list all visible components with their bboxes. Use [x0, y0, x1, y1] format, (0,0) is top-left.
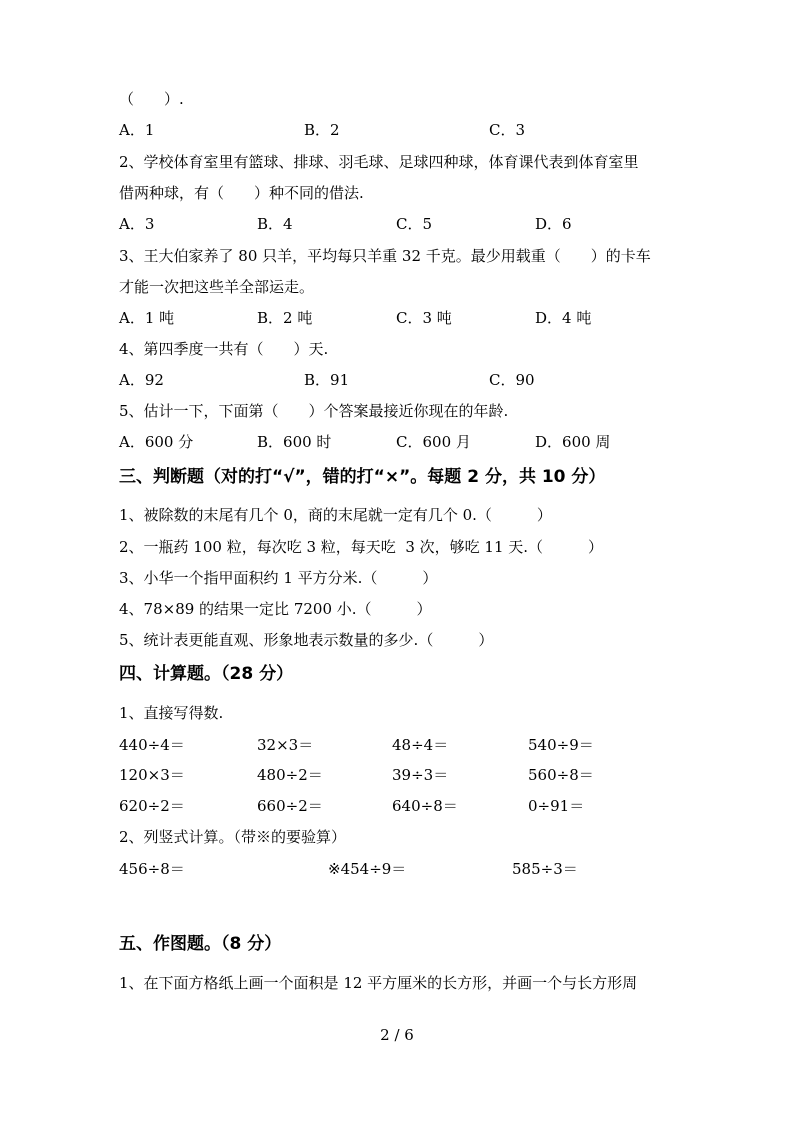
- calc-item: 32×3＝: [257, 736, 314, 754]
- section-4-title: 四、计算题。（28 分）: [119, 664, 294, 684]
- option-d: D．600 周: [535, 433, 611, 451]
- calc-item: 640÷8＝: [392, 797, 458, 815]
- option-c: C．5: [396, 215, 433, 233]
- option-b: B．600 时: [257, 433, 332, 451]
- calc-subtitle-2: 2、列竖式计算。（带※的要验算）: [119, 828, 347, 846]
- calc-item: 120×3＝: [119, 766, 185, 784]
- question-2-text-cont: 借两种球，有（ ）种不同的借法.: [119, 184, 364, 202]
- option-d: D．6: [535, 215, 572, 233]
- option-c: C．3 吨: [396, 309, 452, 327]
- vertical-calc-item: ※454÷9＝: [328, 860, 407, 878]
- calc-item: 0÷91＝: [528, 797, 585, 815]
- calc-item: 48÷4＝: [392, 736, 449, 754]
- option-d: D．4 吨: [535, 309, 592, 327]
- question-5-text: 5、估计一下，下面第（ ）个答案最接近你现在的年龄.: [119, 402, 509, 420]
- vertical-calc-item: 585÷3＝: [512, 860, 578, 878]
- question-3-text: 3、王大伯家养了 80 只羊，平均每只羊重 32 千克。最少用载重（ ）的卡车: [119, 247, 651, 265]
- option-b: B．2: [304, 121, 340, 139]
- calc-item: 540÷9＝: [528, 736, 594, 754]
- question-2-text: 2、学校体育室里有篮球、排球、羽毛球、足球四种球，体育课代表到体育室里: [119, 153, 639, 171]
- calc-item: 620÷2＝: [119, 797, 185, 815]
- judgement-item-4: 4、78×89 的结果一定比 7200 小.（ ）: [119, 600, 432, 618]
- calc-item: 39÷3＝: [392, 766, 449, 784]
- question-4-text: 4、第四季度一共有（ ）天.: [119, 340, 329, 358]
- option-c: C．90: [489, 371, 535, 389]
- section-3-title: 三、判断题（对的打“√”，错的打“×”。每题 2 分，共 10 分）: [119, 467, 606, 487]
- page-number: 2 / 6: [380, 1026, 414, 1044]
- option-c: C．3: [489, 121, 526, 139]
- option-a: A．92: [119, 371, 164, 389]
- question-blank: （ ）.: [119, 90, 184, 108]
- option-b: B．91: [304, 371, 350, 389]
- calc-item: 480÷2＝: [257, 766, 323, 784]
- option-b: B．4: [257, 215, 293, 233]
- judgement-item-1: 1、被除数的末尾有几个 0，商的末尾就一定有几个 0.（ ）: [119, 506, 552, 524]
- calc-item: 440÷4＝: [119, 736, 185, 754]
- section-5-title: 五、作图题。（8 分）: [119, 934, 282, 954]
- calc-item: 560÷8＝: [528, 766, 594, 784]
- vertical-calc-item: 456÷8＝: [119, 860, 185, 878]
- calc-subtitle-1: 1、直接写得数.: [119, 704, 224, 722]
- drawing-question-1: 1、在下面方格纸上画一个面积是 12 平方厘米的长方形，并画一个与长方形周: [119, 974, 638, 992]
- judgement-item-3: 3、小华一个指甲面积约 1 平方分米.（ ）: [119, 569, 438, 587]
- question-3-text-cont: 才能一次把这些羊全部运走。: [119, 278, 315, 296]
- option-b: B．2 吨: [257, 309, 313, 327]
- option-a: A．1: [119, 121, 155, 139]
- judgement-item-2: 2、一瓶药 100 粒，每次吃 3 粒，每天吃 3 次，够吃 11 天.（ ）: [119, 538, 604, 556]
- judgement-item-5: 5、统计表更能直观、形象地表示数量的多少.（ ）: [119, 631, 494, 649]
- calc-item: 660÷2＝: [257, 797, 323, 815]
- option-a: A．1 吨: [119, 309, 175, 327]
- option-a: A．3: [119, 215, 155, 233]
- option-c: C．600 月: [396, 433, 471, 451]
- option-a: A．600 分: [119, 433, 194, 451]
